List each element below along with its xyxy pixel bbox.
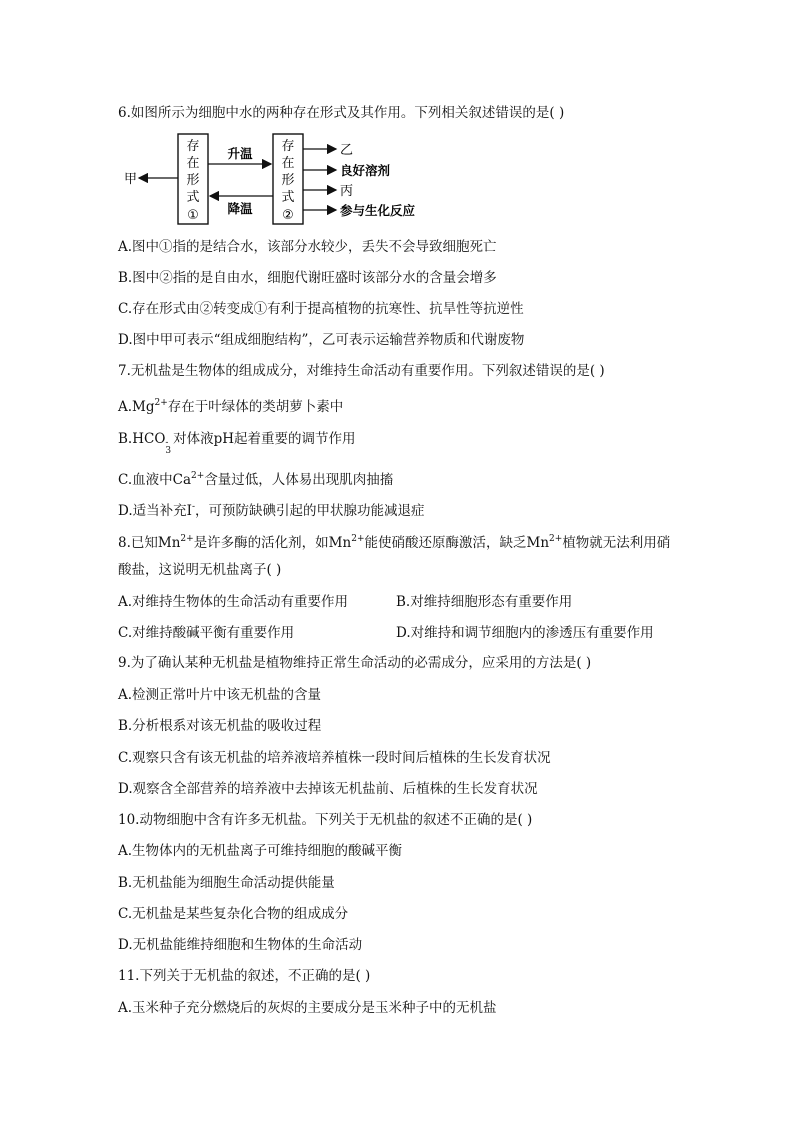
q7-b-post: 对体液pH起着重要的调节作用 <box>173 431 356 447</box>
q6-option-c: C.存在形式由②转变成①有利于提高植物的抗寒性、抗旱性等抗逆性 <box>118 301 524 317</box>
q8-stem-b: 是许多酶的活化剂，如Mn <box>193 535 352 551</box>
q9-option-b: B.分析根系对该无机盐的吸收过程 <box>118 718 322 734</box>
diagram-svg <box>118 128 448 228</box>
water-forms-diagram <box>118 128 448 228</box>
q7-b-sup: - <box>165 438 169 448</box>
q7-option-d <box>118 498 425 520</box>
q8-option-c: C.对维持酸碱平衡有重要作用 <box>118 625 295 641</box>
q9-option-c: C.观察只含有该无机盐的培养液培养植株一段时间后植株的生长发育状况 <box>118 750 551 766</box>
q11-option-a: A.玉米种子充分燃烧后的灰烬的主要成分是玉米种子中的无机盐 <box>118 1000 497 1016</box>
q7-b-pre: B.HCO <box>118 431 166 447</box>
box1-char-3: 形 <box>186 173 200 188</box>
out-label-1: 乙 <box>340 143 354 158</box>
q8-stem-c: 能使硝酸还原酶激活，缺乏Mn <box>364 535 550 551</box>
q10-option-c: C.无机盐是某些复杂化合物的组成成分 <box>118 906 349 922</box>
cool-label: 降温 <box>227 201 253 216</box>
q9-option-d: D.观察含全部营养的培养液中去掉该无机盐前、后植株的生长发育状况 <box>118 781 538 797</box>
box2-char-3: 形 <box>281 173 295 188</box>
q9-stem: 9.为了确认某种无机盐是植物维持正常生命活动的必需成分，应采用的方法是( ) <box>118 655 592 671</box>
q7-option-c <box>118 467 393 489</box>
q7-option-b <box>118 430 356 455</box>
q7-c-post: 含量过低，人体易出现肌肉抽搐 <box>204 472 394 488</box>
q7-d-post: ，可预防缺碘引起的甲状腺功能减退症 <box>195 503 425 519</box>
out-label-4: 参与生化反应 <box>340 203 416 218</box>
q10-option-d: D.无机盐能维持细胞和生物体的生命活动 <box>118 937 363 953</box>
q8-option-a: A.对维持生物体的生命活动有重要作用 <box>118 594 349 610</box>
q7-b-subsup <box>165 439 171 455</box>
q7-d-sup: - <box>191 502 196 512</box>
box2-char-5: ② <box>282 208 294 223</box>
q7-b-sub: 3 <box>165 446 172 456</box>
box1-char-1: 存 <box>186 139 200 154</box>
q8-sup-3: 2+ <box>549 534 563 544</box>
box2-char-4: 式 <box>281 190 295 205</box>
q8-option-b: B.对维持细胞形态有重要作用 <box>396 594 573 610</box>
q10-stem: 10.动物细胞中含有许多无机盐。下列关于无机盐的叙述不正确的是( ) <box>118 812 533 828</box>
out-label-2: 良好溶剂 <box>340 163 391 178</box>
q8-stem-line-2: 酸盐，这说明无机盐离子( ) <box>118 562 282 578</box>
q7-a-pre: A.Mg <box>118 399 155 415</box>
q7-c-pre: C.血液中Ca <box>118 472 192 488</box>
q6-stem: 6.如图所示为细胞中水的两种存在形式及其作用。下列相关叙述错误的是( ) <box>118 105 565 121</box>
q8-stem-d: 植物就无法利用硝 <box>562 535 671 551</box>
q6-option-b: B.图中②指的是自由水，细胞代谢旺盛时该部分水的含量会增多 <box>118 270 497 286</box>
q11-stem: 11.下列关于无机盐的叙述，不正确的是( ) <box>118 968 371 984</box>
q7-stem: 7.无机盐是生物体的组成成分，对维持生命活动有重要作用。下列叙述错误的是( ) <box>118 363 605 379</box>
q6-option-a: A.图中①指的是结合水，该部分水较少，丢失不会导致细胞死亡 <box>118 239 497 255</box>
box1-char-5: ① <box>187 208 199 223</box>
q7-c-sup: 2+ <box>191 471 205 481</box>
q7-d-pre: D.适当补充I <box>118 503 192 519</box>
out-label-3: 丙 <box>340 184 354 199</box>
label-jia: 甲 <box>124 172 138 187</box>
box2-char-1: 存 <box>281 139 295 154</box>
q8-sup-1: 2+ <box>180 534 194 544</box>
q9-option-a: A.检测正常叶片中该无机盐的含量 <box>118 687 322 703</box>
q8-option-d: D.对维持和调节细胞内的渗透压有重要作用 <box>396 625 654 641</box>
box2-char-2: 在 <box>281 156 295 171</box>
q8-stem-line-1 <box>118 530 670 552</box>
q10-option-b: B.无机盐能为细胞生命活动提供能量 <box>118 875 335 891</box>
heat-label: 升温 <box>227 146 253 161</box>
box1-char-4: 式 <box>186 190 200 205</box>
q8-sup-2: 2+ <box>351 534 365 544</box>
box1-char-2: 在 <box>186 156 200 171</box>
q7-a-sup: 2+ <box>154 398 168 408</box>
q7-option-a <box>118 394 343 416</box>
q10-option-a: A.生物体内的无机盐离子可维持细胞的酸碱平衡 <box>118 843 403 859</box>
q7-a-post: 存在于叶绿体的类胡萝卜素中 <box>167 399 344 415</box>
q6-option-d: D.图中甲可表示“组成细胞结构”，乙可表示运输营养物质和代谢废物 <box>118 332 525 348</box>
q8-stem-a: 8.已知Mn <box>118 535 181 551</box>
